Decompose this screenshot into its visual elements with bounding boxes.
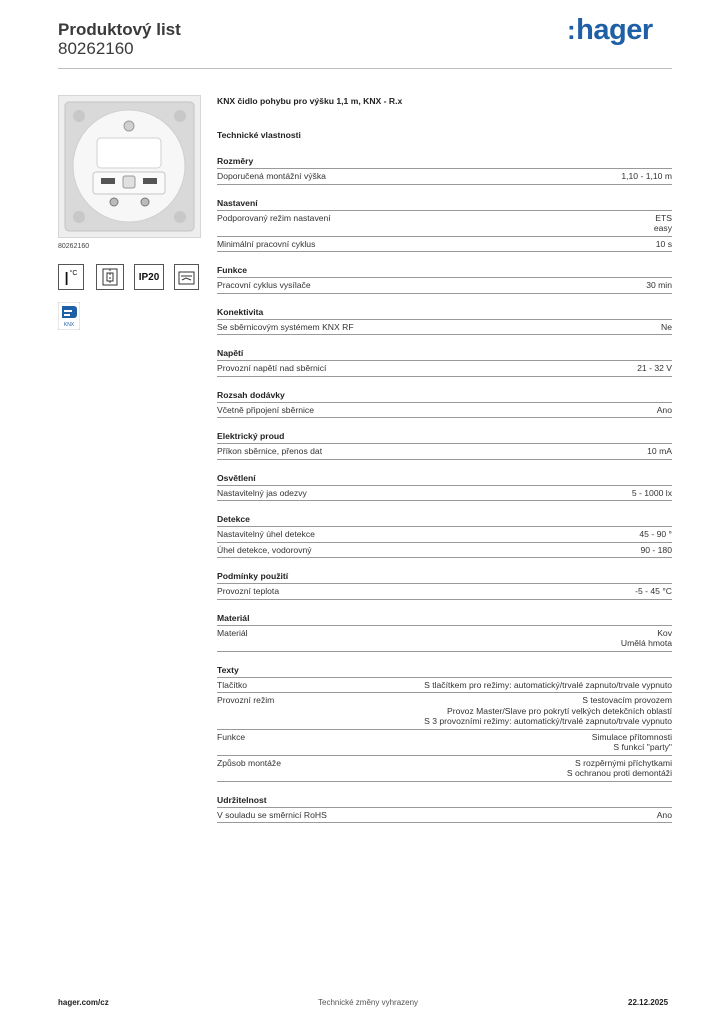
product-code-label: 80262160 xyxy=(58,243,90,250)
spec-value xyxy=(567,758,672,779)
spec-sections xyxy=(217,156,672,823)
section-title: Konektivita xyxy=(217,307,672,320)
spec-label: Provozní režim xyxy=(217,695,275,705)
spec-row xyxy=(217,756,672,782)
spec-label: Příkon sběrnice, přenos dat xyxy=(217,446,323,456)
spec-value-line: Simulace přítomnosti xyxy=(591,731,672,742)
section-title: Texty xyxy=(217,665,672,678)
spec-value-line: Ano xyxy=(656,809,672,820)
specification-content xyxy=(217,96,672,823)
spec-row xyxy=(217,543,672,559)
mounting-icon xyxy=(96,264,124,290)
spec-value-line: -5 - 45 °C xyxy=(635,586,672,596)
footer-notice: Technické změny vyhrazeny xyxy=(318,998,419,1007)
dimension-icon xyxy=(174,264,199,290)
spec-row xyxy=(217,403,672,419)
spec-value xyxy=(637,363,672,374)
section-title: Udržitelnost xyxy=(217,795,672,808)
spec-value-line: Ne xyxy=(661,321,672,332)
spec-label: Materiál xyxy=(217,627,248,638)
spec-section xyxy=(217,613,672,652)
spec-label: Minimální pracovní cyklus xyxy=(217,238,316,249)
spec-row xyxy=(217,584,672,600)
spec-row xyxy=(217,808,672,824)
spec-section xyxy=(217,390,672,419)
header-divider xyxy=(58,68,672,69)
spec-section xyxy=(217,156,672,185)
spec-value-line: Provoz Master/Slave pro pokrytí velkých detekčních oblastí xyxy=(447,705,672,716)
spec-row xyxy=(217,693,672,730)
spec-label: Včetně připojení sběrnice xyxy=(217,404,314,415)
spec-label: Doporučená montážní výška xyxy=(217,171,326,181)
spec-label: Nastavitelný jas odezvy xyxy=(217,487,307,498)
spec-row xyxy=(217,486,672,502)
spec-section xyxy=(217,514,672,558)
spec-value xyxy=(656,239,672,250)
spec-value xyxy=(635,586,672,597)
spec-section xyxy=(217,307,672,336)
spec-value xyxy=(657,405,672,416)
spec-label: Funkce xyxy=(217,731,246,742)
spec-label: V souladu se směrnicí RoHS xyxy=(217,809,327,820)
spec-row xyxy=(217,237,672,253)
section-title: Funkce xyxy=(217,265,672,278)
spec-value-line: 45 - 90 ° xyxy=(639,529,672,539)
spec-value-line: 30 min xyxy=(646,280,672,290)
spec-value xyxy=(424,695,672,727)
footer-date: 22.12.2025 xyxy=(628,998,669,1007)
spec-value xyxy=(640,545,672,556)
spec-value xyxy=(621,171,672,182)
footer-website[interactable]: hager.com/cz xyxy=(58,998,109,1007)
section-title: Podmínky použití xyxy=(217,571,672,584)
section-title: Detekce xyxy=(217,514,672,527)
spec-label: Provozní napětí nad sběrnicí xyxy=(217,363,327,373)
spec-row xyxy=(217,278,672,294)
spec-value-line: 10 mA xyxy=(647,446,672,456)
spec-value xyxy=(639,529,672,540)
spec-row xyxy=(217,211,672,237)
spec-value xyxy=(647,446,672,457)
spec-value-line: ETS xyxy=(655,212,672,223)
spec-value xyxy=(592,732,672,753)
spec-row xyxy=(217,444,672,460)
spec-row xyxy=(217,361,672,377)
spec-section xyxy=(217,198,672,253)
spec-label: Podporovaný režim nastavení xyxy=(217,212,331,223)
knx-logo xyxy=(58,302,80,330)
tech-properties-heading: Technické vlastnosti xyxy=(217,130,301,140)
spec-value-line: 1,10 - 1,10 m xyxy=(621,171,672,181)
spec-section xyxy=(217,473,672,502)
spec-label: Se sběrnicovým systémem KNX RF xyxy=(217,321,354,332)
section-title: Elektrický proud xyxy=(217,431,672,444)
spec-section xyxy=(217,571,672,600)
spec-label: Tlačítko xyxy=(217,679,248,690)
spec-label: Pracovní cyklus vysílače xyxy=(217,280,311,290)
spec-value-line: 90 - 180 xyxy=(640,544,672,555)
spec-row xyxy=(217,626,672,652)
section-title: Osvětlení xyxy=(217,473,672,486)
spec-value-line: S testovacím provozem xyxy=(582,695,672,705)
section-title: Napětí xyxy=(217,348,672,361)
spec-value-line: Umělá hmota xyxy=(620,638,672,648)
spec-section xyxy=(217,348,672,377)
spec-value xyxy=(632,488,672,499)
page-title: Produktový list xyxy=(58,20,181,39)
spec-row xyxy=(217,320,672,336)
section-title: Nastavení xyxy=(217,198,672,211)
spec-value xyxy=(646,280,672,291)
spec-value xyxy=(424,680,672,691)
spec-value-line: 5 - 1000 lx xyxy=(631,487,672,498)
spec-section xyxy=(217,431,672,460)
spec-value xyxy=(621,628,672,649)
product-number: 80262160 xyxy=(58,39,134,58)
spec-value-line: S rozpěrnými příchytkami xyxy=(575,757,672,768)
spec-value xyxy=(657,810,672,821)
spec-value xyxy=(654,213,672,234)
spec-value-line: 10 s xyxy=(655,238,672,249)
spec-value-line: Ano xyxy=(656,404,672,415)
svg-text:KNX: KNX xyxy=(63,322,75,328)
spec-value xyxy=(661,322,672,333)
spec-value-line: easy xyxy=(653,223,672,233)
spec-value-line: 21 - 32 V xyxy=(637,363,672,373)
section-title: Materiál xyxy=(217,613,672,626)
spec-label: Úhel detekce, vodorovný xyxy=(217,544,312,555)
spec-section xyxy=(217,265,672,294)
spec-row xyxy=(217,527,672,543)
spec-value-line: S funkcí "party" xyxy=(613,742,672,752)
ip-rating-icon: IP20 xyxy=(134,264,164,290)
product-title: KNX čidlo pohybu pro výšku 1,1 m, KNX - R.x xyxy=(217,96,403,106)
spec-section xyxy=(217,665,672,782)
spec-value-line: S ochranou proti demontáži xyxy=(566,768,672,778)
spec-label: Nastavitelný úhel detekce xyxy=(217,529,315,539)
spec-value-line: S tlačítkem pro režimy: automatický/trvalé zapnuto/trvale vypnuto xyxy=(424,679,672,690)
spec-row xyxy=(217,169,672,185)
spec-value-line: S 3 provozními režimy: automatický/trvalé zapnuto/trvale vypnuto xyxy=(424,716,672,726)
spec-row xyxy=(217,678,672,694)
spec-section xyxy=(217,795,672,824)
temperature-icon: | °C xyxy=(58,264,84,290)
spec-label: Provozní teplota xyxy=(217,586,280,596)
spec-row xyxy=(217,730,672,756)
hager-logo: :hager xyxy=(567,14,653,46)
section-title: Rozměry xyxy=(217,156,672,169)
spec-label: Způsob montáže xyxy=(217,757,282,768)
section-title: Rozsah dodávky xyxy=(217,390,672,403)
product-image xyxy=(58,95,201,238)
spec-value-line: Kov xyxy=(657,627,672,638)
